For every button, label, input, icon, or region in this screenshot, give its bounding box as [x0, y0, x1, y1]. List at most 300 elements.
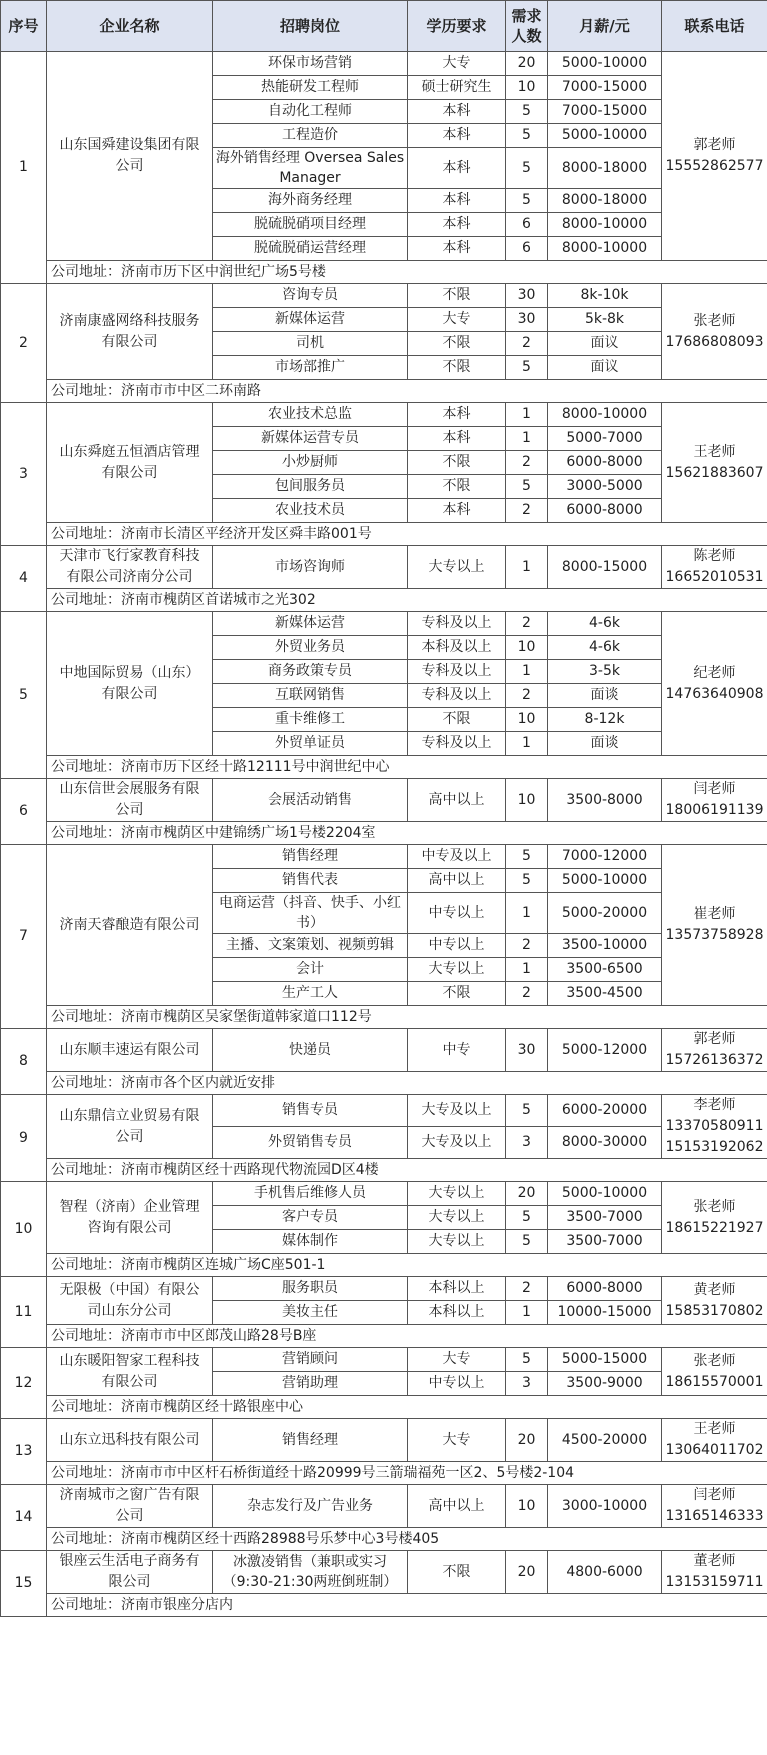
contact-phone: 13153159711: [665, 1574, 764, 1590]
job-title: 市场部推广: [213, 356, 408, 380]
contact-cell: [662, 1348, 767, 1396]
job-education: 大专: [408, 52, 506, 76]
job-education: 不限: [408, 475, 506, 499]
contact-name: 王老师: [693, 1421, 736, 1437]
contact-cell: [662, 612, 767, 756]
job-education: 大专以上: [408, 1206, 506, 1230]
job-title: 主播、文案策划、视频剪辑: [213, 934, 408, 958]
job-title: 杂志发行及广告业务: [213, 1485, 408, 1528]
job-education: 本科及以上: [408, 636, 506, 660]
job-education: 高中以上: [408, 1485, 506, 1528]
job-count: 1: [506, 546, 548, 589]
job-education: 不限: [408, 1551, 506, 1594]
job-title: 工程造价: [213, 124, 408, 148]
company-address: 公司地址：济南市槐荫区经十西路现代物流园D区4楼: [47, 1159, 767, 1182]
company-index: 7: [1, 845, 47, 1029]
table-body: [1, 52, 767, 1617]
contact-cell: [662, 1095, 767, 1159]
job-salary: 8000-18000: [548, 189, 662, 213]
company-name: 济南天睿酿造有限公司: [47, 845, 213, 1006]
contact-cell: [662, 779, 767, 822]
job-salary: 10000-15000: [548, 1301, 662, 1325]
job-education: 大专: [408, 1348, 506, 1372]
job-count: 10: [506, 636, 548, 660]
job-education: 不限: [408, 451, 506, 475]
contact-phone: 17686808093: [665, 333, 764, 350]
job-salary: 3500-8000: [548, 779, 662, 822]
job-title: 快递员: [213, 1029, 408, 1072]
contact-phone: 15726136372: [665, 1052, 764, 1068]
job-education: 大专以上: [408, 546, 506, 589]
company-index: 4: [1, 546, 47, 612]
contact-name: 张老师: [693, 1198, 736, 1215]
job-education: 本科: [408, 189, 506, 213]
job-title: 销售经理: [213, 1419, 408, 1462]
job-row: [1, 1485, 767, 1528]
job-count: 30: [506, 284, 548, 308]
job-salary: 5000-10000: [548, 1182, 662, 1206]
job-salary: 3500-6500: [548, 958, 662, 982]
address-row: [1, 1159, 767, 1182]
job-education: 大专以上: [408, 1230, 506, 1254]
job-education: 专科及以上: [408, 660, 506, 684]
job-title: 脱硫脱硝项目经理: [213, 213, 408, 237]
job-salary: 6000-8000: [548, 499, 662, 523]
contact-name: 闫老师: [693, 781, 736, 797]
job-title: 外贸销售专员: [213, 1127, 408, 1159]
header-salary: 月薪/元: [548, 1, 662, 52]
job-title: 媒体制作: [213, 1230, 408, 1254]
job-count: 10: [506, 779, 548, 822]
job-education: 高中以上: [408, 779, 506, 822]
company-name: 济南城市之窗广告有限公司: [47, 1485, 213, 1528]
company-address: 公司地址：济南市长清区平经济开发区舜丰路001号: [47, 523, 767, 546]
company-name: 济南康盛网络科技服务有限公司: [47, 284, 213, 380]
job-count: 5: [506, 124, 548, 148]
company-index: 14: [1, 1485, 47, 1551]
job-education: 中专以上: [408, 893, 506, 934]
job-salary: 4800-6000: [548, 1551, 662, 1594]
job-salary: 3500-9000: [548, 1372, 662, 1396]
job-title: 营销助理: [213, 1372, 408, 1396]
contact-name: 郭老师: [693, 1031, 736, 1047]
job-count: 3: [506, 1372, 548, 1396]
contact-cell: [662, 1277, 767, 1325]
job-salary: 4500-20000: [548, 1419, 662, 1462]
company-index: 13: [1, 1419, 47, 1485]
job-title: 会计: [213, 958, 408, 982]
company-name: 山东立迅科技有限公司: [47, 1419, 213, 1462]
address-row: [1, 523, 767, 546]
job-education: 不限: [408, 332, 506, 356]
contact-cell: [662, 1485, 767, 1528]
header-index: 序号: [1, 1, 47, 52]
contact-phone: 13370580911 15153192062: [665, 1118, 764, 1155]
address-row: [1, 1254, 767, 1277]
header-company: 企业名称: [47, 1, 213, 52]
job-education: 大专及以上: [408, 1095, 506, 1127]
job-count: 1: [506, 427, 548, 451]
job-salary: 5000-10000: [548, 869, 662, 893]
company-address: 公司地址：济南市槐荫区连城广场C座501-1: [47, 1254, 767, 1277]
job-count: 6: [506, 237, 548, 261]
job-title: 市场咨询师: [213, 546, 408, 589]
contact-phone: 18006191139: [665, 802, 764, 818]
job-count: 2: [506, 982, 548, 1006]
contact-name: 张老师: [693, 1352, 736, 1369]
company-address: 公司地址：济南市槐荫区经十路银座中心: [47, 1396, 767, 1419]
company-name: 中地国际贸易（山东）有限公司: [47, 612, 213, 756]
job-education: 大专: [408, 308, 506, 332]
contact-phone: 16652010531: [665, 569, 764, 585]
job-count: 1: [506, 958, 548, 982]
company-address: 公司地址：济南市市中区二环南路: [47, 380, 767, 403]
company-address: 公司地址：济南市槐荫区首诺城市之光302: [47, 589, 767, 612]
job-row: [1, 1551, 767, 1594]
job-count: 20: [506, 1419, 548, 1462]
job-row: [1, 1182, 767, 1206]
job-count: 2: [506, 684, 548, 708]
job-count: 5: [506, 845, 548, 869]
company-address: 公司地址：济南市槐荫区经十西路28988号乐梦中心3号楼405: [47, 1528, 767, 1551]
job-salary: 面议: [548, 332, 662, 356]
job-title: 海外销售经理 Oversea Sales Manager: [213, 148, 408, 189]
contact-phone: 15853170802: [665, 1302, 764, 1319]
job-title: 美妆主任: [213, 1301, 408, 1325]
job-salary: 6000-8000: [548, 1277, 662, 1301]
contact-phone: 15621883607: [665, 464, 764, 481]
job-salary: 8-12k: [548, 708, 662, 732]
contact-name: 张老师: [693, 312, 736, 329]
company-name: 山东鼎信立业贸易有限公司: [47, 1095, 213, 1159]
company-name: 智程（济南）企业管理咨询有限公司: [47, 1182, 213, 1254]
company-index: 9: [1, 1095, 47, 1182]
job-education: 中专以上: [408, 1372, 506, 1396]
job-salary: 5000-10000: [548, 52, 662, 76]
job-education: 本科: [408, 403, 506, 427]
job-title: 商务政策专员: [213, 660, 408, 684]
contact-phone: 13064011702: [665, 1442, 764, 1458]
header-contact: 联系电话: [662, 1, 767, 52]
job-title: 咨询专员: [213, 284, 408, 308]
company-index: 5: [1, 612, 47, 779]
job-salary: 6000-20000: [548, 1095, 662, 1127]
job-salary: 3000-5000: [548, 475, 662, 499]
company-address: 公司地址：济南市各个区内就近安排: [47, 1072, 767, 1095]
job-education: 本科: [408, 100, 506, 124]
company-index: 3: [1, 403, 47, 546]
job-salary: 面谈: [548, 732, 662, 756]
job-title: 新媒体运营专员: [213, 427, 408, 451]
job-count: 10: [506, 1485, 548, 1528]
job-count: 5: [506, 148, 548, 189]
job-salary: 面谈: [548, 684, 662, 708]
contact-cell: [662, 1419, 767, 1462]
job-education: 本科: [408, 499, 506, 523]
job-title: 销售经理: [213, 845, 408, 869]
job-count: 1: [506, 660, 548, 684]
job-row: [1, 52, 767, 76]
contact-name: 陈老师: [693, 548, 736, 564]
company-address: 公司地址：济南市银座分店内: [47, 1594, 767, 1617]
job-salary: 3500-7000: [548, 1206, 662, 1230]
job-education: 中专: [408, 1029, 506, 1072]
job-education: 本科: [408, 427, 506, 451]
company-address: 公司地址：济南市市中区杆石桥街道经十路20999号三箭瑞福苑一区2、5号楼2-104: [47, 1462, 767, 1485]
job-education: 本科: [408, 213, 506, 237]
job-salary: 5000-20000: [548, 893, 662, 934]
job-education: 专科及以上: [408, 612, 506, 636]
job-title: 冰激凌销售（兼职或实习（9:30-21:30两班倒班制）: [213, 1551, 408, 1594]
job-title: 自动化工程师: [213, 100, 408, 124]
address-row: [1, 1462, 767, 1485]
job-title: 外贸业务员: [213, 636, 408, 660]
job-title: 服务职员: [213, 1277, 408, 1301]
job-salary: 5000-10000: [548, 124, 662, 148]
company-address: 公司地址：济南市历下区经十路12111号中润世纪中心: [47, 756, 767, 779]
job-count: 30: [506, 1029, 548, 1072]
address-row: [1, 1528, 767, 1551]
job-count: 5: [506, 189, 548, 213]
job-title: 生产工人: [213, 982, 408, 1006]
job-count: 2: [506, 612, 548, 636]
job-salary: 5000-12000: [548, 1029, 662, 1072]
job-salary: 4-6k: [548, 612, 662, 636]
address-row: [1, 1325, 767, 1348]
job-title: 环保市场营销: [213, 52, 408, 76]
company-address: 公司地址：济南市市中区郎茂山路28号B座: [47, 1325, 767, 1348]
job-salary: 8000-10000: [548, 403, 662, 427]
contact-phone: 18615570001: [665, 1373, 764, 1390]
company-name: 无限极（中国）有限公司山东分公司: [47, 1277, 213, 1325]
company-index: 6: [1, 779, 47, 845]
job-education: 大专及以上: [408, 1127, 506, 1159]
job-salary: 3500-10000: [548, 934, 662, 958]
address-row: [1, 380, 767, 403]
company-address: 公司地址：济南市槐荫区吴家堡街道韩家道口112号: [47, 1006, 767, 1029]
job-title: 海外商务经理: [213, 189, 408, 213]
job-count: 10: [506, 708, 548, 732]
company-name: 山东暖阳智家工程科技有限公司: [47, 1348, 213, 1396]
company-name: 山东信世会展服务有限公司: [47, 779, 213, 822]
job-salary: 面议: [548, 356, 662, 380]
job-salary: 3000-10000: [548, 1485, 662, 1528]
job-row: [1, 779, 767, 822]
contact-name: 董老师: [693, 1553, 736, 1569]
job-count: 2: [506, 1277, 548, 1301]
job-education: 大专: [408, 1419, 506, 1462]
job-education: 本科以上: [408, 1301, 506, 1325]
job-count: 2: [506, 451, 548, 475]
job-title: 农业技术员: [213, 499, 408, 523]
job-count: 5: [506, 100, 548, 124]
contact-cell: [662, 284, 767, 380]
job-education: 专科及以上: [408, 684, 506, 708]
company-name: 山东国舜建设集团有限公司: [47, 52, 213, 261]
job-education: 本科: [408, 148, 506, 189]
contact-cell: [662, 52, 767, 261]
job-count: 6: [506, 213, 548, 237]
address-row: [1, 261, 767, 284]
contact-name: 黄老师: [693, 1281, 736, 1298]
header-education: 学历要求: [408, 1, 506, 52]
job-salary: 3500-4500: [548, 982, 662, 1006]
job-title: 互联网销售: [213, 684, 408, 708]
job-salary: 7000-15000: [548, 76, 662, 100]
contact-name: 王老师: [693, 443, 736, 460]
contact-cell: [662, 1182, 767, 1254]
company-index: 10: [1, 1182, 47, 1277]
job-education: 不限: [408, 982, 506, 1006]
job-row: [1, 1348, 767, 1372]
job-count: 1: [506, 893, 548, 934]
job-title: 小炒厨师: [213, 451, 408, 475]
contact-phone: 15552862577: [665, 158, 764, 174]
job-education: 不限: [408, 356, 506, 380]
header-row: [1, 1, 767, 52]
job-title: 重卡维修工: [213, 708, 408, 732]
job-count: 2: [506, 934, 548, 958]
job-count: 5: [506, 869, 548, 893]
company-index: 12: [1, 1348, 47, 1419]
contact-phone: 14763640908: [665, 685, 764, 702]
job-count: 10: [506, 76, 548, 100]
job-education: 不限: [408, 284, 506, 308]
job-row: [1, 1029, 767, 1072]
job-count: 1: [506, 403, 548, 427]
job-salary: 8000-10000: [548, 237, 662, 261]
job-row: [1, 1095, 767, 1127]
address-row: [1, 1072, 767, 1095]
job-count: 20: [506, 1182, 548, 1206]
job-education: 中专及以上: [408, 845, 506, 869]
job-salary: 8000-18000: [548, 148, 662, 189]
address-row: [1, 822, 767, 845]
job-count: 5: [506, 1230, 548, 1254]
job-title: 销售代表: [213, 869, 408, 893]
contact-cell: [662, 845, 767, 1006]
job-education: 本科: [408, 124, 506, 148]
job-title: 销售专员: [213, 1095, 408, 1127]
job-education: 大专以上: [408, 958, 506, 982]
job-title: 农业技术总监: [213, 403, 408, 427]
job-salary: 3500-7000: [548, 1230, 662, 1254]
job-row: [1, 284, 767, 308]
address-row: [1, 756, 767, 779]
job-count: 5: [506, 1095, 548, 1127]
job-salary: 7000-12000: [548, 845, 662, 869]
address-row: [1, 589, 767, 612]
address-row: [1, 1006, 767, 1029]
job-count: 5: [506, 475, 548, 499]
job-title: 外贸单证员: [213, 732, 408, 756]
company-index: 1: [1, 52, 47, 284]
job-count: 2: [506, 332, 548, 356]
job-education: 本科: [408, 237, 506, 261]
job-count: 1: [506, 732, 548, 756]
contact-name: 李老师: [693, 1097, 736, 1113]
contact-cell: [662, 1029, 767, 1072]
company-index: 15: [1, 1551, 47, 1617]
job-salary: 4-6k: [548, 636, 662, 660]
job-row: [1, 845, 767, 869]
company-address: 公司地址：济南市槐荫区中建锦绣广场1号楼2204室: [47, 822, 767, 845]
job-title: 热能研发工程师: [213, 76, 408, 100]
job-row: [1, 612, 767, 636]
job-title: 客户专员: [213, 1206, 408, 1230]
company-name: 银座云生活电子商务有限公司: [47, 1551, 213, 1594]
company-name: 山东舜庭五恒酒店管理有限公司: [47, 403, 213, 523]
contact-phone: 13573758928: [665, 927, 764, 943]
contact-name: 纪老师: [693, 664, 736, 681]
job-count: 30: [506, 308, 548, 332]
job-title: 会展活动销售: [213, 779, 408, 822]
job-salary: 8k-10k: [548, 284, 662, 308]
contact-name: 闫老师: [693, 1487, 736, 1503]
job-count: 20: [506, 1551, 548, 1594]
contact-name: 崔老师: [693, 906, 736, 922]
company-index: 11: [1, 1277, 47, 1348]
job-title: 新媒体运营: [213, 308, 408, 332]
job-education: 硕士研究生: [408, 76, 506, 100]
job-count: 5: [506, 356, 548, 380]
company-name: 山东顺丰速运有限公司: [47, 1029, 213, 1072]
job-title: 手机售后维修人员: [213, 1182, 408, 1206]
contact-cell: [662, 1551, 767, 1594]
company-address: 公司地址：济南市历下区中润世纪广场5号楼: [47, 261, 767, 284]
job-title: 营销顾问: [213, 1348, 408, 1372]
header-position: 招聘岗位: [213, 1, 408, 52]
job-education: 高中以上: [408, 869, 506, 893]
job-education: 大专以上: [408, 1182, 506, 1206]
company-name: 天津市飞行家教育科技有限公司济南分公司: [47, 546, 213, 589]
job-salary: 3-5k: [548, 660, 662, 684]
job-row: [1, 403, 767, 427]
contact-phone: 13165146333: [665, 1508, 764, 1524]
company-index: 8: [1, 1029, 47, 1095]
job-salary: 6000-8000: [548, 451, 662, 475]
job-count: 1: [506, 1301, 548, 1325]
contact-name: 郭老师: [693, 137, 736, 153]
job-row: [1, 1419, 767, 1462]
job-row: [1, 546, 767, 589]
job-count: 2: [506, 499, 548, 523]
job-title: 电商运营（抖音、快手、小红书）: [213, 893, 408, 934]
address-row: [1, 1594, 767, 1617]
address-row: [1, 1396, 767, 1419]
job-row: [1, 1277, 767, 1301]
job-salary: 7000-15000: [548, 100, 662, 124]
job-count: 20: [506, 52, 548, 76]
job-salary: 5000-15000: [548, 1348, 662, 1372]
job-salary: 8000-15000: [548, 546, 662, 589]
contact-cell: [662, 546, 767, 589]
company-index: 2: [1, 284, 47, 403]
job-salary: 8000-30000: [548, 1127, 662, 1159]
job-education: 不限: [408, 708, 506, 732]
job-title: 包间服务员: [213, 475, 408, 499]
job-education: 专科及以上: [408, 732, 506, 756]
job-title: 新媒体运营: [213, 612, 408, 636]
contact-phone: 18615221927: [665, 1219, 764, 1236]
job-salary: 5000-7000: [548, 427, 662, 451]
job-title: 脱硫脱硝运营经理: [213, 237, 408, 261]
header-count: 需求人数: [506, 1, 548, 52]
job-title: 司机: [213, 332, 408, 356]
job-count: 3: [506, 1127, 548, 1159]
job-count: 5: [506, 1348, 548, 1372]
job-salary: 8000-10000: [548, 213, 662, 237]
